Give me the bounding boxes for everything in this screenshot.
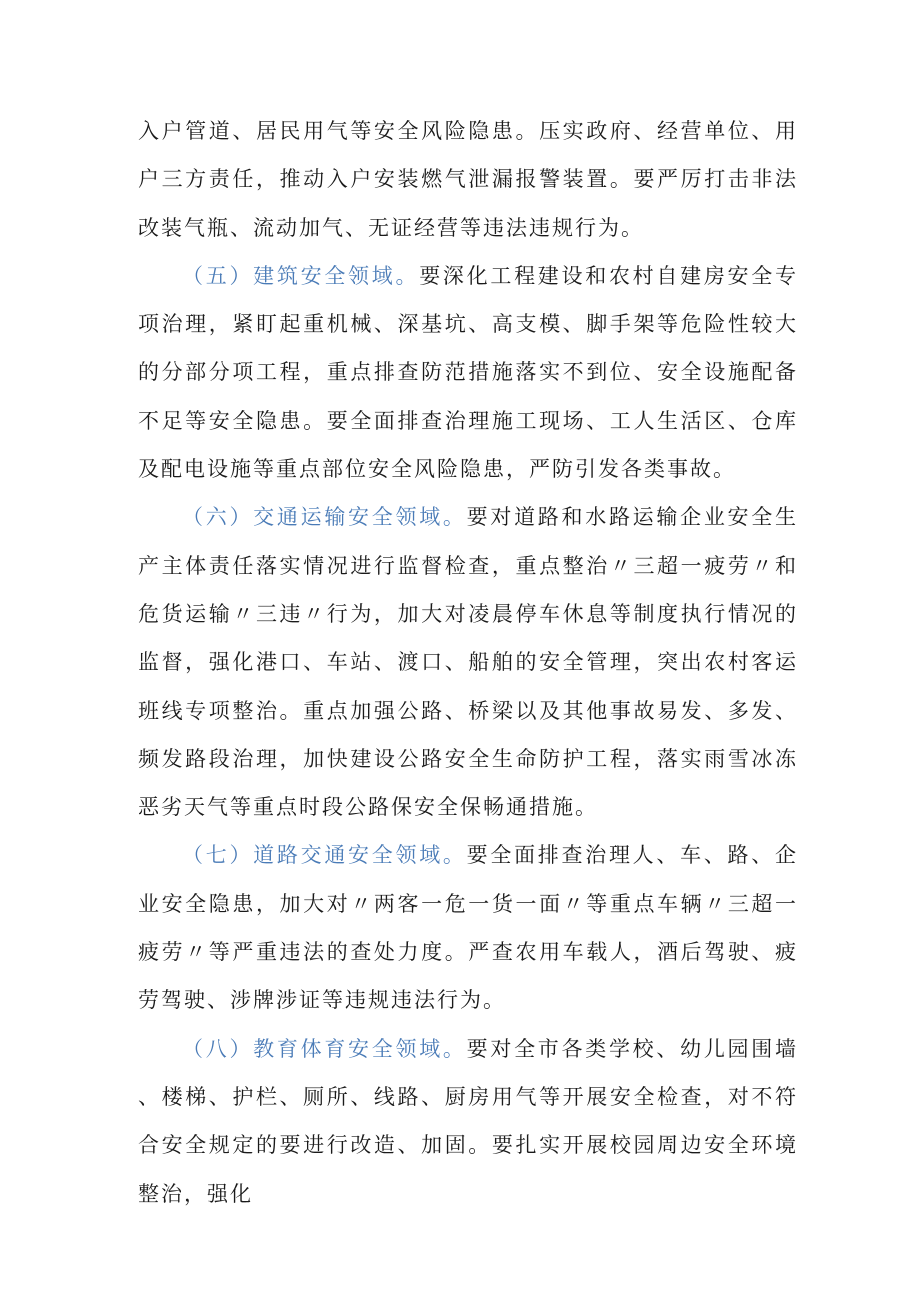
- section-heading: （七）道路交通安全领域。: [182, 843, 467, 868]
- paragraph-body: 要对全市各类学校、幼儿园围墙、楼梯、护栏、厕所、线路、厨房用气等开展安全检查，对不符合安全规定的要进行改造、加固。要扎实开展校园周边安全环境整治，强化: [138, 1036, 798, 1206]
- paragraph-road-traffic-safety: [138, 831, 798, 1024]
- section-heading: （五）建筑安全领域。: [182, 263, 420, 288]
- paragraph-body: 要对道路和水路运输企业安全生产主体责任落实情况进行监督检查，重点整治〃三超一疲劳〃和危货运输〃三违〃行为，加大对凌晨停车休息等制度执行情况的监督，强化港口、车站、渡口、船舶的安全管理，突出农村客运班线专项整治。重点加强公路、桥梁以及其他事故易发、多发、频发路段治理，加快建设公路安全生命防护工程，落实雨雪冰冻恶劣天气等重点时段公路保安全保畅通措施。: [138, 505, 798, 820]
- paragraph-body: 要深化工程建设和农村自建房安全专项治理，紧盯起重机械、深基坑、高支模、脚手架等危险性较大的分部分项工程，重点排查防范措施落实不到位、安全设施配备不足等安全隐患。要全面排查治理施工现场、工人生活区、仓库及配电设施等重点部位安全风险隐患，严防引发各类事故。: [138, 263, 799, 482]
- section-heading: （八）教育体育安全领域。: [182, 1036, 467, 1061]
- paragraph-transport-safety: [138, 493, 798, 831]
- paragraph-education-sports-safety: [138, 1025, 798, 1218]
- paragraph-construction-safety: [138, 252, 798, 493]
- paragraph-gas-continued: [138, 107, 798, 252]
- paragraph-body: 要全面排查治理人、车、路、企业安全隐患，加大对〃两客一危一货一面〃等重点车辆〃三超一疲劳〃等严重违法的查处力度。严查农用车载人，酒后驾驶、疲劳驾驶、涉牌涉证等违规违法行为。: [138, 843, 798, 1013]
- section-heading: （六）交通运输安全领域。: [182, 505, 467, 530]
- document-page: [138, 107, 798, 1218]
- paragraph-body: 入户管道、居民用气等安全风险隐患。压实政府、经营单位、用户三方责任，推动入户安装燃气泄漏报警装置。要严厉打击非法改装气瓶、流动加气、无证经营等违法违规行为。: [138, 119, 798, 240]
